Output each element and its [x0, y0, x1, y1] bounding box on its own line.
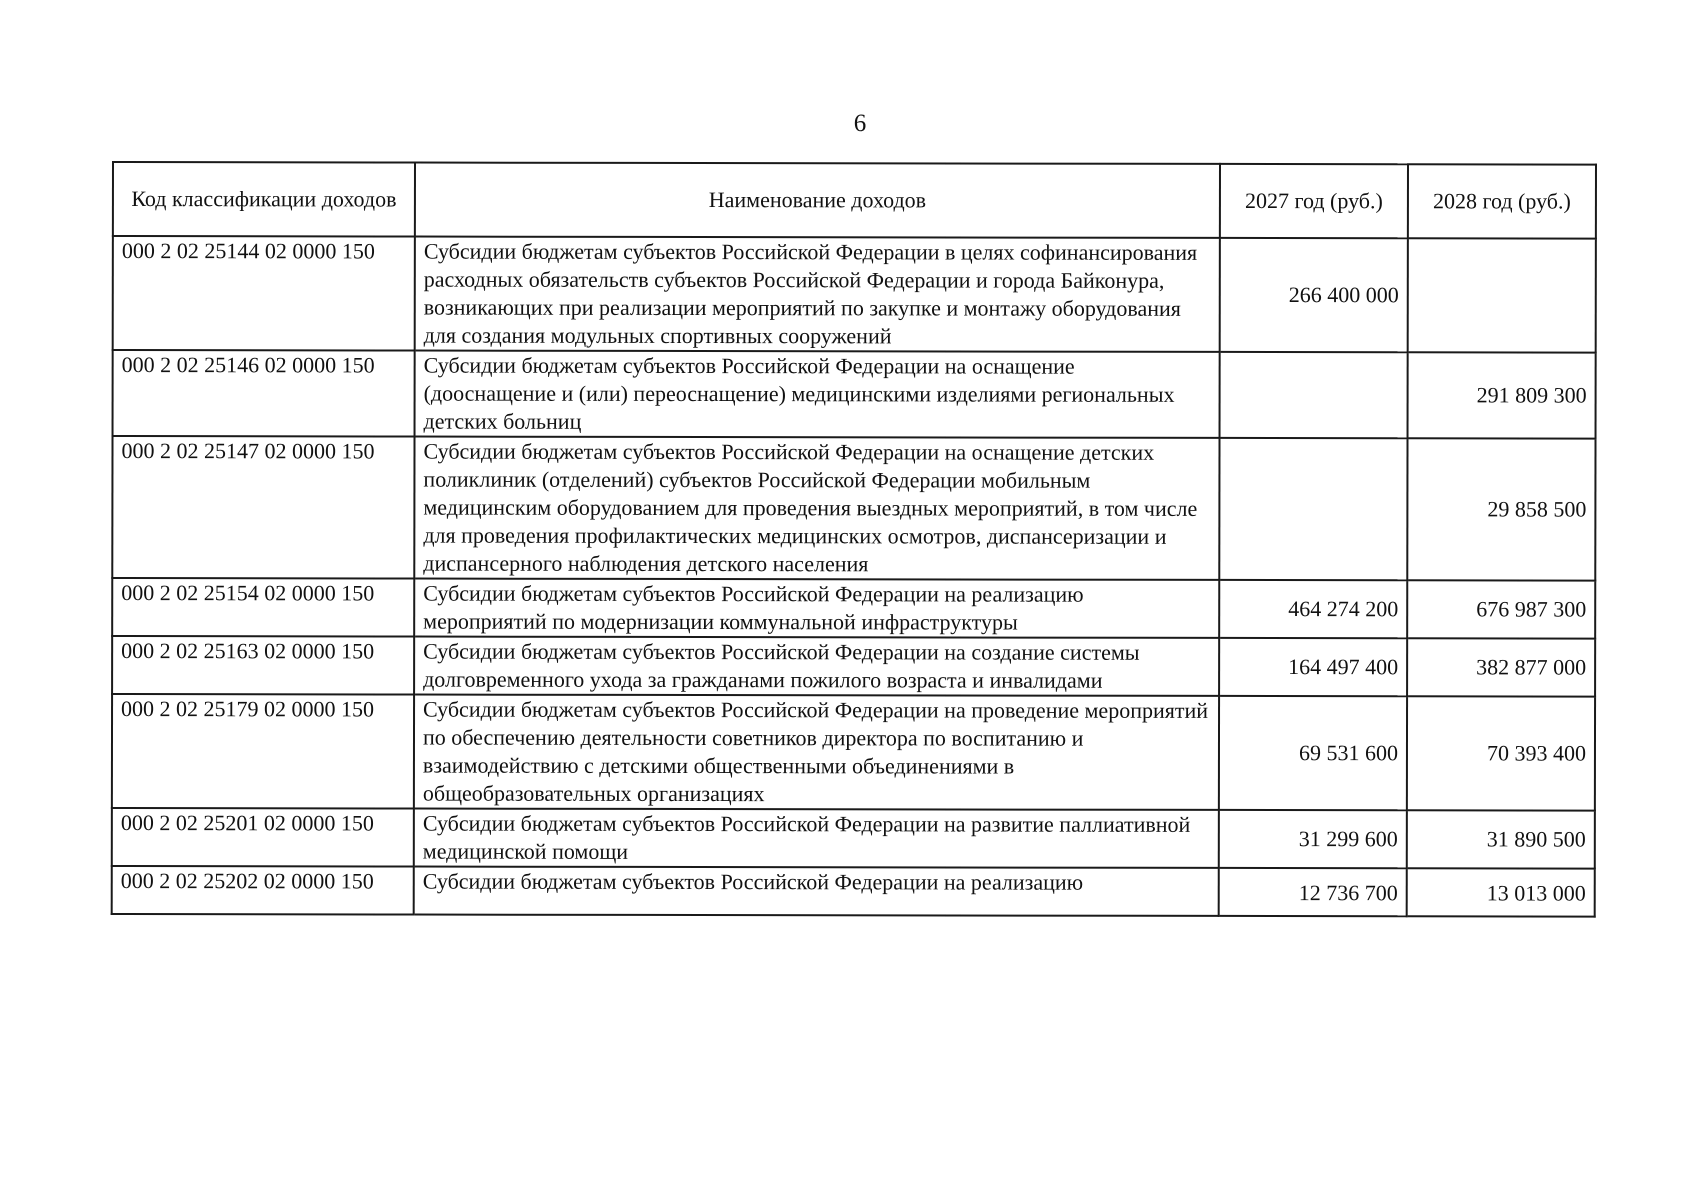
table-row — [112, 636, 1595, 697]
row-amount-2027: 266 400 000 — [1220, 238, 1408, 352]
row-amount-2028: 382 877 000 — [1407, 638, 1595, 696]
row-amount-2027: 69 531 600 — [1219, 696, 1407, 810]
row-name: Субсидии бюджетам субъектов Российской Федерации на проведение мероприятий по обеспечению деятельности советников директора по воспитанию и взаимодействию с детскими общественными объединениями в общеобразовательных организациях — [414, 695, 1219, 810]
row-amount-2028: 70 393 400 — [1407, 696, 1595, 810]
row-code: 000 2 02 25201 02 0000 150 — [112, 808, 414, 867]
page-number: 6 — [853, 110, 867, 137]
row-name: Субсидии бюджетам субъектов Российской Федерации на оснащение детских поликлиник (отделений) субъектов Российской Федерации мобильным медицинским оборудованием для проведения выездных мероприятий, в том числе для проведения профилактических медицинских осмотров, диспансеризации и диспансерного наблюдения детского населения — [414, 437, 1219, 580]
table-header-row — [113, 162, 1596, 239]
table-row — [112, 436, 1595, 581]
row-amount-2028: 291 809 300 — [1408, 352, 1596, 438]
row-name: Субсидии бюджетам субъектов Российской Федерации на реализацию — [414, 867, 1219, 916]
row-name: Субсидии бюджетам субъектов Российской Федерации в целях софинансирования расходных обязательств субъектов Российской Федерации и города Байконура, возникающих при реализации мероприятий по закупке и монтажу оборудования для создания модульных спортивных сооружений — [415, 237, 1220, 352]
row-name: Субсидии бюджетам субъектов Российской Федерации на реализацию мероприятий по модернизации коммунальной инфраструктуры — [414, 579, 1219, 638]
table-row — [113, 350, 1596, 439]
row-code: 000 2 02 25202 02 0000 150 — [112, 866, 414, 915]
row-amount-2027: 464 274 200 — [1219, 580, 1407, 638]
row-amount-2027: 12 736 700 — [1219, 868, 1407, 916]
row-amount-2028: 676 987 300 — [1407, 580, 1595, 638]
header-year-2027: 2027 год (руб.) — [1220, 164, 1408, 238]
row-code: 000 2 02 25154 02 0000 150 — [112, 578, 414, 637]
row-amount-2027: 164 497 400 — [1219, 638, 1407, 696]
row-code: 000 2 02 25179 02 0000 150 — [112, 694, 414, 809]
header-name: Наименование доходов — [415, 163, 1220, 238]
row-amount-2027 — [1220, 352, 1408, 438]
table-row — [112, 866, 1595, 917]
row-code: 000 2 02 25146 02 0000 150 — [113, 350, 415, 437]
row-amount-2028 — [1408, 238, 1596, 352]
row-name: Субсидии бюджетам субъектов Российской Федерации на развитие паллиативной медицинской помощи — [414, 809, 1219, 868]
row-amount-2028: 31 890 500 — [1407, 810, 1595, 868]
row-code: 000 2 02 25163 02 0000 150 — [112, 636, 414, 695]
row-name: Субсидии бюджетам субъектов Российской Федерации на создание системы долговременного ухода за гражданами пожилого возраста и инвалидами — [414, 637, 1219, 696]
table-row — [113, 236, 1596, 353]
header-code: Код классификации доходов — [113, 162, 415, 237]
table-row — [112, 694, 1595, 811]
row-amount-2027: 31 299 600 — [1219, 810, 1407, 868]
row-amount-2028: 13 013 000 — [1407, 868, 1595, 916]
table-row — [112, 578, 1595, 639]
row-code: 000 2 02 25147 02 0000 150 — [112, 436, 414, 579]
row-amount-2027 — [1219, 438, 1407, 580]
row-name: Субсидии бюджетам субъектов Российской Федерации на оснащение (дооснащение и (или) переоснащение) медицинскими изделиями региональных детских больниц — [415, 351, 1220, 438]
table-row — [112, 808, 1595, 869]
income-table — [111, 161, 1597, 918]
row-code: 000 2 02 25144 02 0000 150 — [113, 236, 415, 351]
header-year-2028: 2028 год (руб.) — [1408, 164, 1596, 238]
row-amount-2028: 29 858 500 — [1407, 438, 1595, 580]
